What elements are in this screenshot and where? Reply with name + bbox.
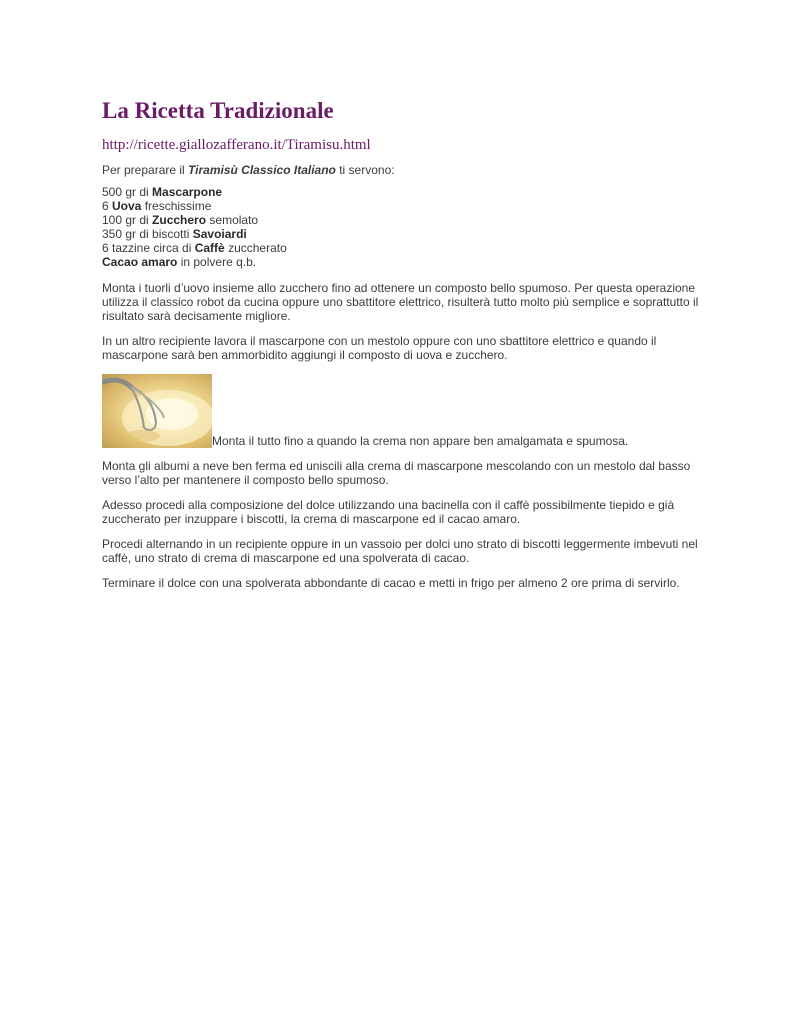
ingredient-name: Uova <box>112 199 142 213</box>
page-title: La Ricetta Tradizionale <box>102 98 334 123</box>
step-paragraph: In un altro recipiente lavora il mascarpone con un mestolo oppure con uno sbattitore elettrico e quando il mascarpone sarà ben ammorbidito aggiungi il composto di uova e zucchero. <box>102 334 657 362</box>
ingredient-name: Caffè <box>194 241 225 255</box>
ingredients-list <box>102 185 702 269</box>
mixer-whisk-photo <box>102 374 212 448</box>
ingredient-note: semolato <box>206 213 259 227</box>
ingredient-quantity: 100 gr di <box>102 213 153 227</box>
article <box>102 96 702 590</box>
step-paragraph: Procedi alternando in un recipiente oppure in un vassoio per dolci uno strato di biscotti leggermente imbevuti nel caffè, uno strato di crema di mascarpone ed una spolverata di cacao. <box>102 537 698 565</box>
ingredient-name: Mascarpone <box>152 185 223 199</box>
photo-caption: Monta il tutto fino a quando la crema non appare ben amalgamata e spumosa. <box>212 434 629 448</box>
intro-before: Per preparare il <box>102 163 189 177</box>
ingredient-item <box>102 255 702 269</box>
ingredient-name: Zucchero <box>152 213 207 227</box>
step-paragraph: Monta gli albumi a neve ben ferma ed uniscili alla crema di mascarpone mescolando con un mestolo dal basso verso l’alto per mantenere il composto bello spumoso. <box>102 459 691 487</box>
dish-name: Tiramisù Classico Italiano <box>188 163 336 177</box>
intro-after: ti servono: <box>335 163 395 177</box>
mixer-whisk-illustration <box>102 374 212 448</box>
ingredient-item <box>102 241 702 255</box>
ingredient-item <box>102 185 702 199</box>
photo-row <box>102 374 702 448</box>
ingredient-quantity: 6 <box>102 199 113 213</box>
ingredient-item <box>102 213 702 227</box>
ingredient-note: freschissime <box>141 199 212 213</box>
ingredient-note: in polvere q.b. <box>177 255 257 269</box>
ingredient-name: Cacao amaro <box>102 255 178 269</box>
intro-text <box>102 163 702 177</box>
step-paragraph: Adesso procedi alla composizione del dolce utilizzando una bacinella con il caffè possibilmente tiepido e già zuccherato per inzuppare i biscotti, la crema di mascarpone ed il cacao amaro. <box>102 498 675 526</box>
step-paragraph: Terminare il dolce con una spolverata abbondante di cacao e metti in frigo per almeno 2 ore prima di servirlo. <box>102 576 680 590</box>
ingredient-note: zuccherato <box>224 241 287 255</box>
ingredient-quantity: 350 gr di biscotti <box>102 227 193 241</box>
ingredient-name: Savoiardi <box>192 227 247 241</box>
ingredient-quantity: 500 gr di <box>102 185 153 199</box>
ingredient-item <box>102 227 702 241</box>
step-paragraph: Monta i tuorli d’uovo insieme allo zucchero fino ad ottenere un composto bello spumoso. Per questa operazione utilizza il classico robot da cucina oppure uno sbattitore elettrico, risulterà tutto molto più semplice e soprattutto il risultato sarà decisamente migliore. <box>102 281 699 323</box>
ingredient-item <box>102 199 702 213</box>
source-link[interactable]: http://ricette.giallozafferano.it/Tiramisu.html <box>102 137 371 153</box>
ingredient-quantity: 6 tazzine circa di <box>102 241 195 255</box>
